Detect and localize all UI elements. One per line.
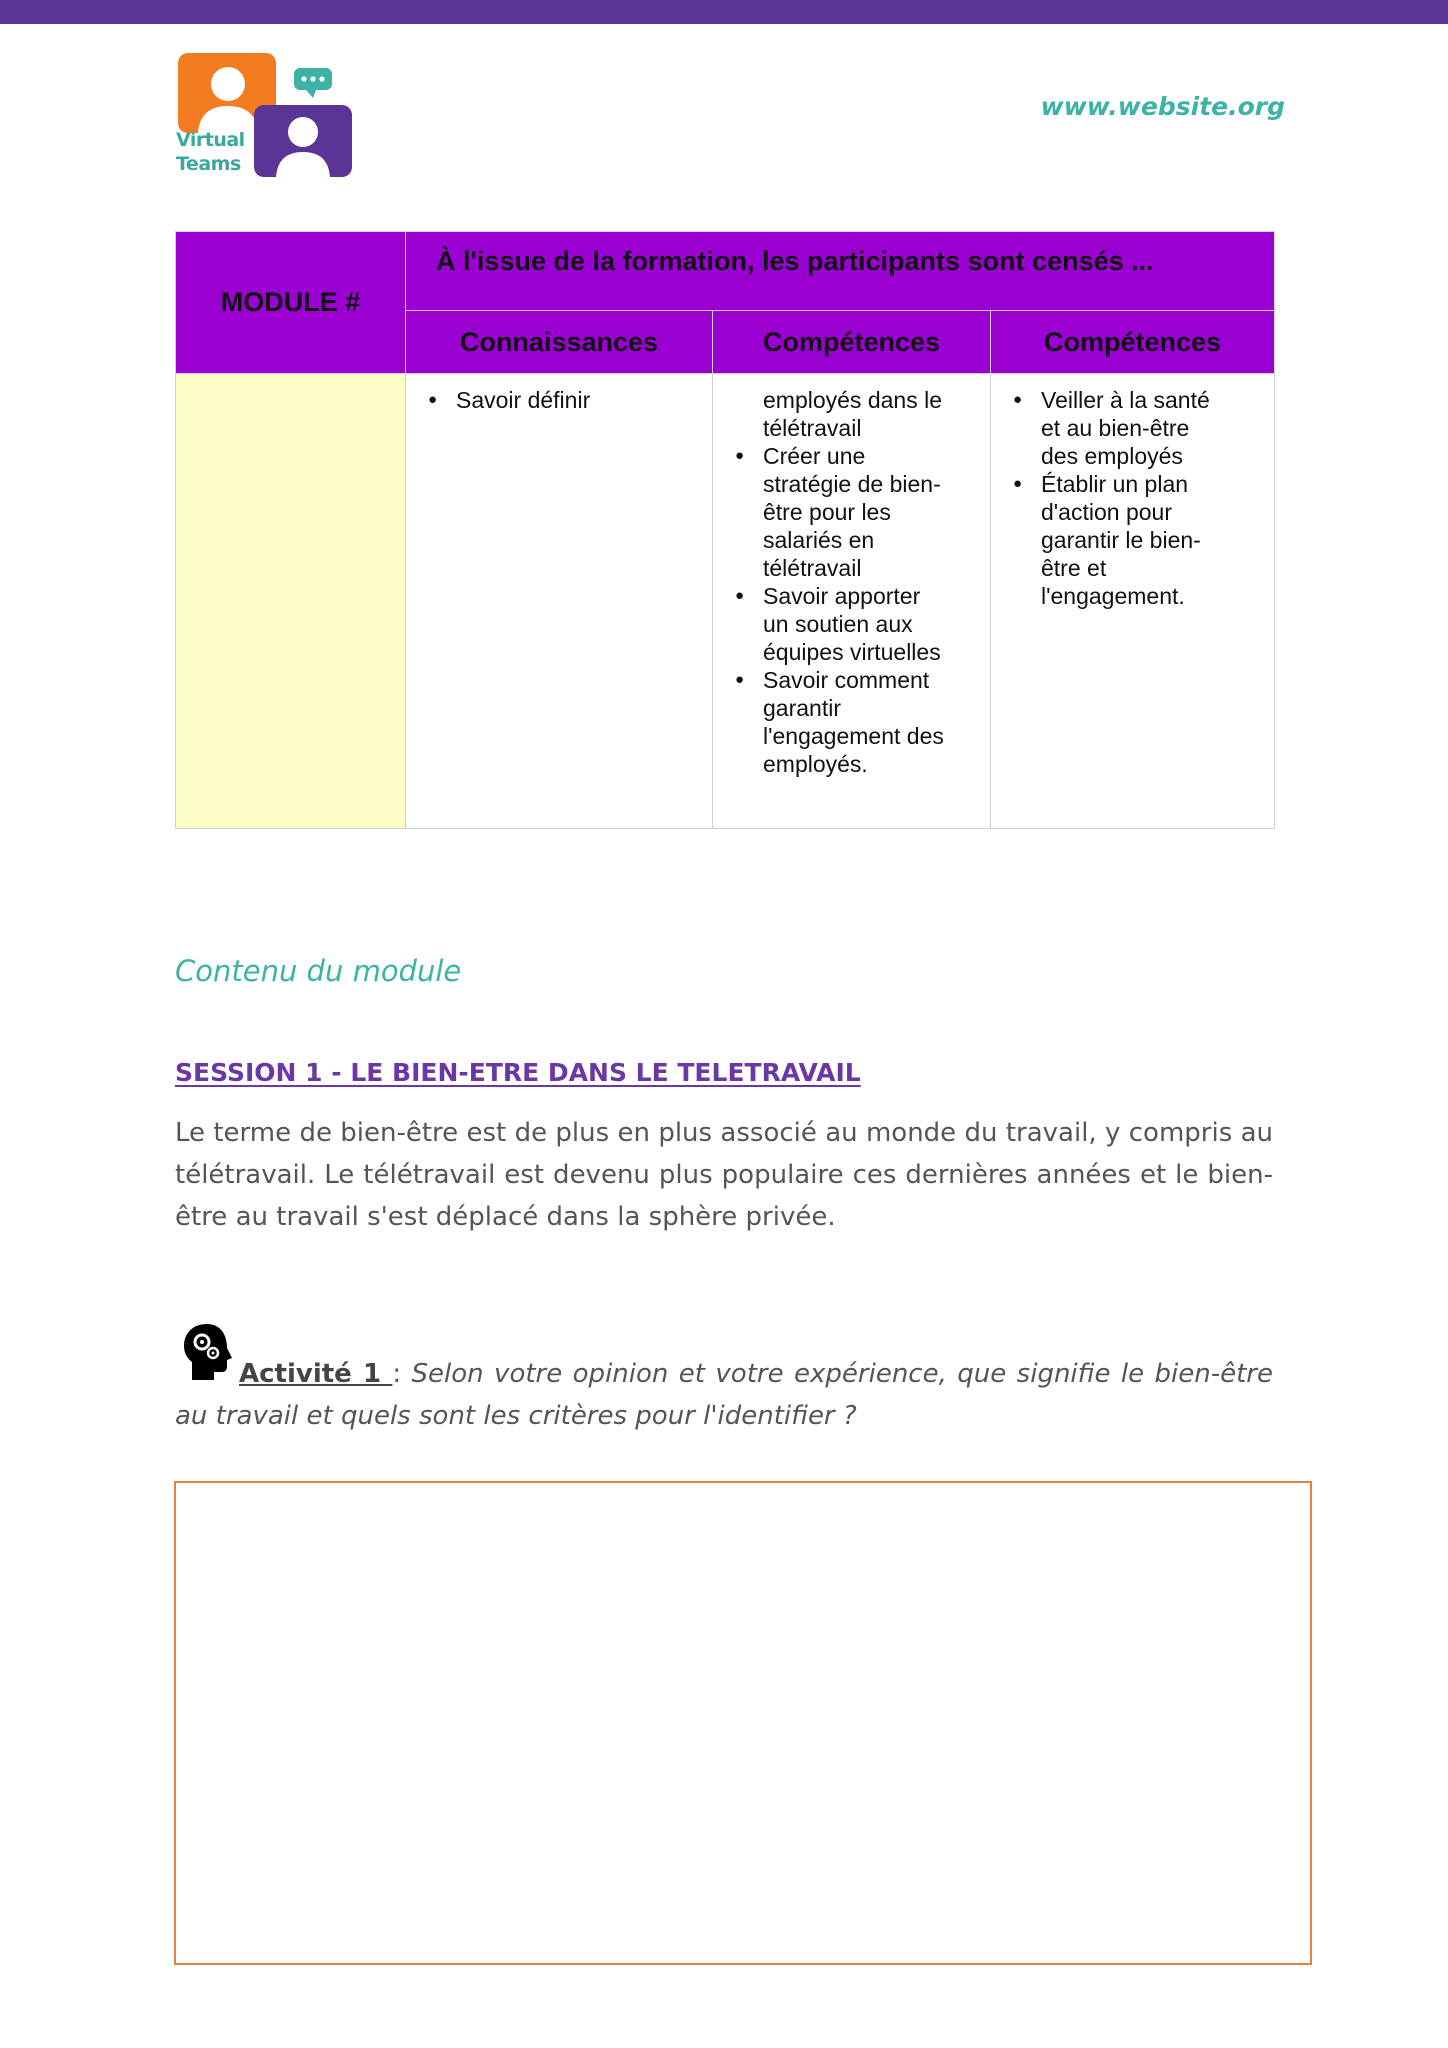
top-bar (0, 0, 1448, 24)
list-item: ● Établir un plan d'action pour garantir le bien- être et l'engagement. (1011, 470, 1268, 610)
activity-separator: : (392, 1359, 412, 1389)
activity-label: Activité 1 (239, 1359, 393, 1389)
activity-question: Selon votre opinion et votre expérience, que signifie le bien-être au travail et quels sont les critères pour l'identifier ? (175, 1359, 1273, 1431)
module-number-cell: MODULE # (176, 232, 406, 374)
virtual-teams-logo (176, 50, 354, 180)
answer-box[interactable] (174, 1481, 1312, 1965)
logo-text (176, 128, 266, 176)
list-item: ● Savoir définir (426, 386, 712, 414)
list-item: ● Veiller à la santé et au bien-être des employés (1011, 386, 1268, 470)
speech-bubble-icon (294, 68, 332, 98)
competences-cell (991, 374, 1275, 829)
logo-line-2: Teams (176, 153, 241, 175)
list-item: ● Savoir apporter un soutien aux équipes virtuelles (733, 582, 984, 666)
knowledge-cell (406, 374, 713, 829)
table-intro: À l'issue de la formation, les participants sont censés ... (406, 232, 1275, 311)
skills-cell (713, 374, 991, 829)
website-link[interactable]: www.website.org (1040, 92, 1285, 121)
module-table (175, 231, 1275, 829)
logo-line-1: Virtual (176, 129, 245, 151)
activity-text (175, 1353, 1273, 1437)
col-header-competences: Compétences (991, 311, 1275, 374)
section-title: Contenu du module (175, 954, 462, 988)
module-body-cell (176, 374, 406, 829)
list-item: ● Créer une stratégie de bien- être pour les salariés en télétravail (733, 442, 984, 582)
list-item: ● Savoir comment garantir l'engagement des employés. (733, 666, 984, 778)
list-item: employés dans le télétravail (763, 387, 942, 441)
session-title: SESSION 1 - LE BIEN-ETRE DANS LE TELETRAVAIL (175, 1058, 861, 1087)
col-header-knowledge: Connaissances (406, 311, 713, 374)
col-header-skills: Compétences (713, 311, 991, 374)
intro-paragraph: Le terme de bien-être est de plus en plus associé au monde du travail, y compris au télétravail. Le télétravail est devenu plus populaire ces dernières années et le bien-être au travail s'est déplacé dans la sphère privée. (175, 1118, 1273, 1232)
